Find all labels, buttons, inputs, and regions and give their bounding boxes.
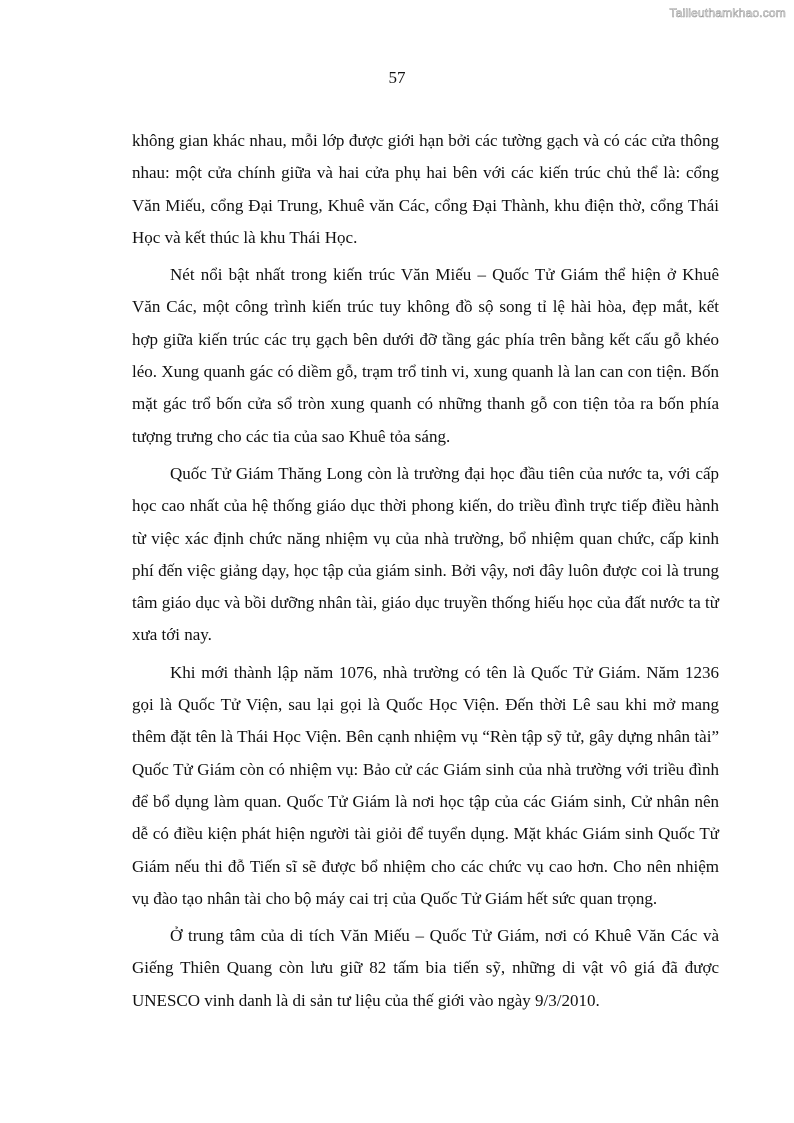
document-body [132,125,719,1022]
paragraph-2: Nét nổi bật nhất trong kiến trúc Văn Miếu – Quốc Tử Giám thể hiện ở Khuê Văn Các, một công trình kiến trúc tuy không đồ sộ song tỉ lệ hài hòa, đẹp mắt, kết hợp giữa kiến trúc các trụ gạch bên dưới đỡ tầng gác phía trên bằng kết cấu gỗ khéo léo. Xung quanh gác có diềm gỗ, trạm trổ tinh vi, xung quanh là lan can con tiện. Bốn mặt gác trổ bốn cửa sổ tròn xung quanh có những thanh gỗ con tiện tỏa ra bốn phía tượng trưng cho các tia của sao Khuê tỏa sáng. [132,265,719,446]
paragraph-4: Khi mới thành lập năm 1076, nhà trường có tên là Quốc Tử Giám. Năm 1236 gọi là Quốc Tử Viện, sau lại gọi là Quốc Học Viện. Đến thời Lê sau khi mở mang thêm đặt tên là Thái Học Viện. Bên cạnh nhiệm vụ “Rèn tập sỹ tử, gây dựng nhân tài” Quốc Tử Giám còn có nhiệm vụ: Bảo cử các Giám sinh của nhà trường với triều đình để bổ dụng làm quan. Quốc Tử Giám là nơi học tập của các Giám sinh, Cử nhân nên dễ có điều kiện phát hiện người tài giỏi để tuyển dụng. Mặt khác Giám sinh Quốc Tử Giám nếu thi đỗ Tiến sĩ sẽ được bổ nhiệm cho các chức vụ cao hơn. Cho nên nhiệm vụ đào tạo nhân tài cho bộ máy cai trị của Quốc Tử Giám hết sức quan trọng. [132,662,719,908]
paragraph-5: Ở trung tâm của di tích Văn Miếu – Quốc Tử Giám, nơi có Khuê Văn Các và Giếng Thiên Quang còn lưu giữ 82 tấm bia tiến sỹ, những di vật vô giá đã được UNESCO vinh danh là di sản tư liệu của thế giới vào ngày 9/3/2010. [132,926,719,1010]
watermark-text: Tailieuthamkhao.com [669,6,786,20]
paragraph-3: Quốc Tử Giám Thăng Long còn là trường đại học đầu tiên của nước ta, với cấp học cao nhất của hệ thống giáo dục thời phong kiến, do triều đình trực tiếp điều hành từ việc xác định chức năng nhiệm vụ của nhà trường, bổ nhiệm quan chức, cấp kinh phí đến việc giảng dạy, học tập của giám sinh. Bởi vậy, nơi đây luôn được coi là trung tâm giáo dục và bồi dưỡng nhân tài, giáo dục truyền thống hiếu học của đất nước ta từ xưa tới nay. [132,463,719,645]
page-number: 57 [388,68,406,87]
paragraph-1: không gian khác nhau, mỗi lớp được giới hạn bởi các tường gạch và có các cửa thông nhau: một cửa chính giữa và hai cửa phụ hai bên với các kiến trúc chủ thể là: cổng Văn Miếu, cổng Đại Trung, Khuê văn Các, cổng Đại Thành, khu điện thờ, cổng Thái Học và kết thúc là khu Thái Học. [132,131,719,247]
